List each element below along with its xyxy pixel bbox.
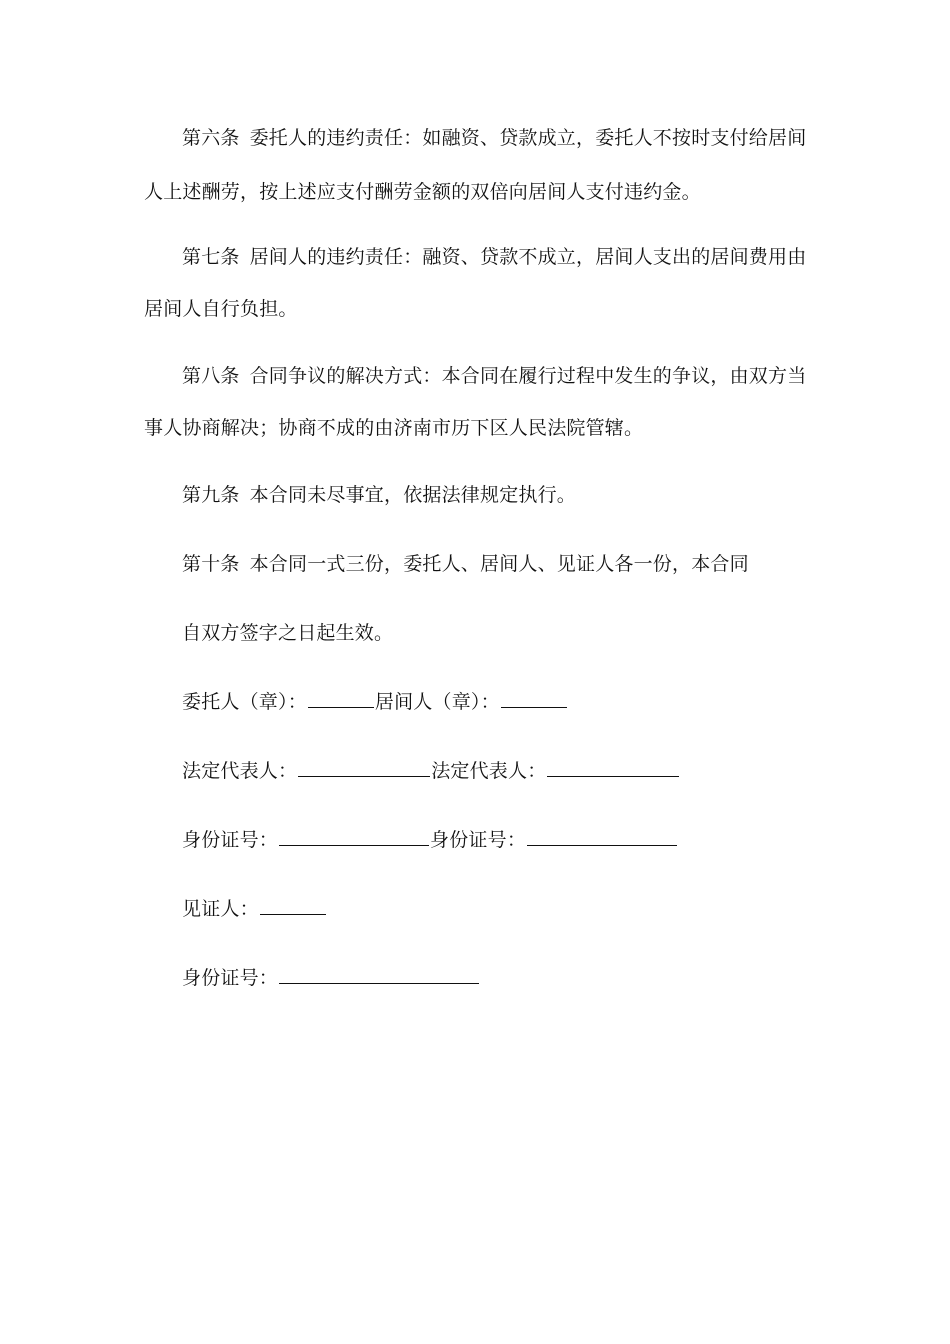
article-10-label: 第十条 xyxy=(182,553,240,575)
witness-id-blank[interactable] xyxy=(279,967,479,984)
id-number-row xyxy=(182,828,852,852)
article-9-text-1: 本合同未尽事宜，依据法律规定执行。 xyxy=(249,484,577,506)
article-7-line-1 xyxy=(182,245,852,269)
article-8-line-1 xyxy=(182,364,852,388)
client-seal-blank[interactable] xyxy=(308,691,374,708)
article-7-text-1: 居间人的违约责任：融资、贷款不成立，居间人支出的居间费用由 xyxy=(249,246,807,268)
legal-rep-label-1: 法定代表人： xyxy=(182,760,298,782)
article-7-line-2: 居间人自行负担。 xyxy=(144,298,298,320)
legal-rep-label-2: 法定代表人： xyxy=(431,760,547,782)
witness-row xyxy=(182,897,852,921)
article-8-text-1: 合同争议的解决方式：本合同在履行过程中发生的争议，由双方当 xyxy=(249,365,807,387)
article-10-text-1: 本合同一式三份，委托人、居间人、见证人各一份，本合同 xyxy=(249,553,749,575)
article-6-text-1: 委托人的违约责任：如融资、贷款成立，委托人不按时支付给居间 xyxy=(249,127,807,149)
article-8-line-2: 事人协商解决；协商不成的由济南市历下区人民法院管辖。 xyxy=(144,417,644,439)
witness-label: 见证人： xyxy=(182,898,259,920)
article-10-line-1 xyxy=(182,552,852,576)
id-label-2: 身份证号： xyxy=(430,829,527,851)
id-blank-1[interactable] xyxy=(279,829,429,846)
broker-seal-blank[interactable] xyxy=(501,691,567,708)
legal-rep-blank-2[interactable] xyxy=(547,760,679,777)
article-6-line-2: 人上述酬劳，按上述应支付酬劳金额的双倍向居间人支付违约金。 xyxy=(144,181,701,203)
id-blank-2[interactable] xyxy=(527,829,677,846)
broker-seal-label: 居间人（章）： xyxy=(374,691,500,713)
client-seal-label: 委托人（章）： xyxy=(182,691,307,713)
legal-rep-blank-1[interactable] xyxy=(298,760,430,777)
article-9-label: 第九条 xyxy=(182,484,240,506)
article-7-label: 第七条 xyxy=(182,246,240,268)
article-8-label: 第八条 xyxy=(182,365,240,387)
witness-id-row xyxy=(182,966,852,990)
article-9-line-1 xyxy=(182,483,852,507)
witness-blank[interactable] xyxy=(260,898,326,915)
article-6-line-1 xyxy=(182,126,852,150)
witness-id-label: 身份证号： xyxy=(182,967,279,989)
article-10-line-2: 自双方签字之日起生效。 xyxy=(182,622,394,644)
seal-row xyxy=(182,690,852,714)
legal-rep-row xyxy=(182,759,852,783)
id-label-1: 身份证号： xyxy=(182,829,279,851)
article-6-label: 第六条 xyxy=(182,127,240,149)
